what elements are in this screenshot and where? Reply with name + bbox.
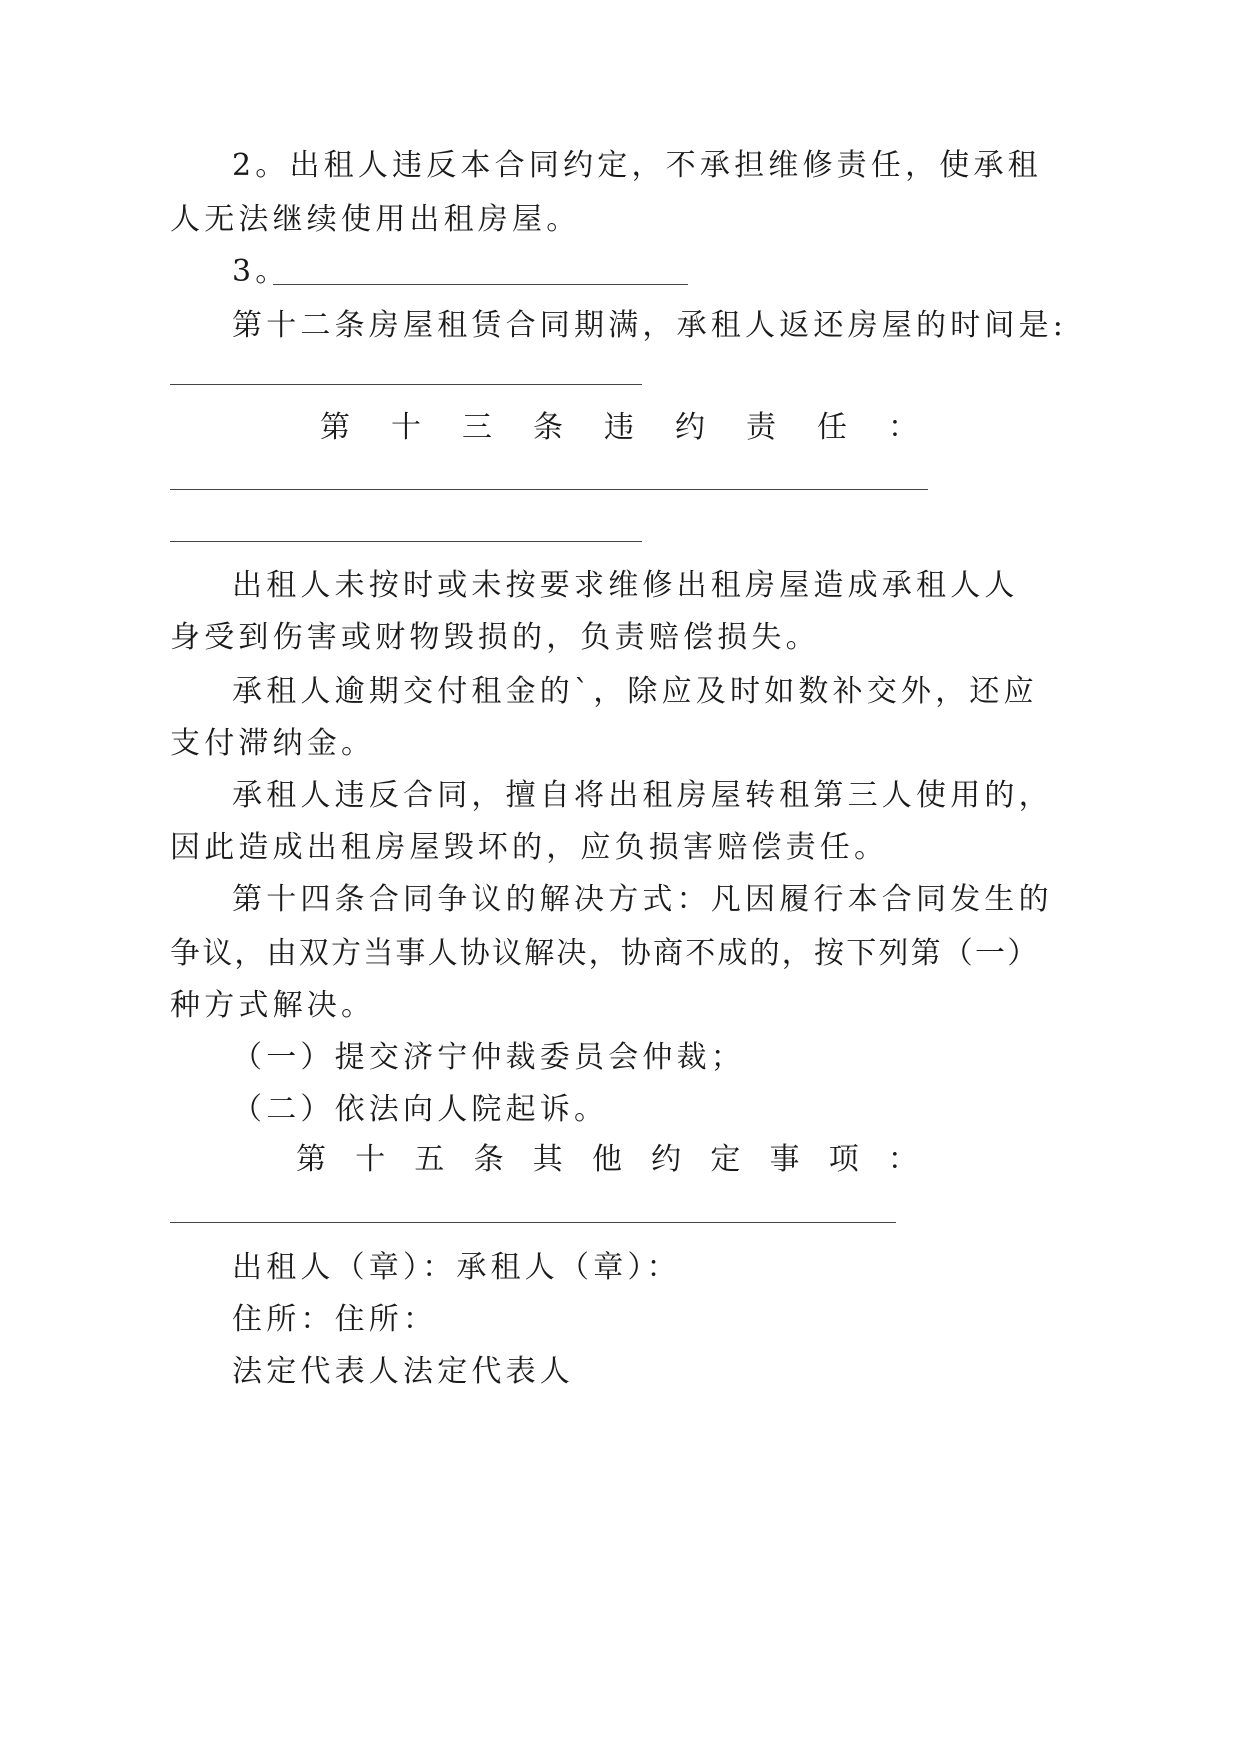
clause-15-heading-char: 五 [414,1142,445,1177]
clause-13-blank-line-2 [170,541,642,542]
clause-13-heading-char: 约 [675,410,705,445]
liability-1-line2: 身受到伤害或财物毁损的，负责赔偿损失。 [170,620,820,655]
liability-2-line1: 承租人逾期交付租金的`，除应及时如数补交外，还应 [232,674,1038,709]
clause-14-line1: 第十四条合同争议的解决方式：凡因履行本合同发生的 [232,882,1053,917]
clause-14-line3: 种方式解决。 [170,988,376,1023]
clause-15-heading-char: 条 [473,1142,504,1177]
clause-13-heading-char: ： [888,410,918,445]
clause-15-heading-char: ： [887,1142,918,1177]
clause-15-heading-char: 项 [828,1142,859,1177]
clause-13-heading-char: 十 [391,410,421,445]
clause-14-line2: 争议，由双方当事人协议解决，协商不成的，按下列第（一） [170,936,1040,971]
clause-15-heading-char: 十 [355,1142,386,1177]
clause-15-heading-char: 定 [710,1142,741,1177]
clause-15-heading-char: 他 [591,1142,622,1177]
clause-15-heading-char: 约 [651,1142,682,1177]
clause-13-blank-line-1 [170,489,928,490]
clause-11-item3: 3。 [232,254,290,289]
signature-legal-rep: 法定代表人法定代表人 [232,1354,574,1389]
clause-15-heading-char: 第 [296,1142,326,1177]
clause-13-heading-char: 第 [320,410,350,445]
clause-12-blank-line [170,384,642,385]
clause-11-item2-line1: 2。出租人违反本合同约定，不承担维修责任，使承租 [232,148,1042,183]
clause-12-text: 第十二条房屋租赁合同期满，承租人返还房屋的时间是: [232,308,1068,343]
dispute-option-2: （二）依法向人院起诉。 [232,1092,609,1127]
liability-1-line1: 出租人未按时或未按要求维修出租房屋造成承租人人 [232,568,1019,603]
clause-15-blank-line [170,1222,896,1223]
signature-address: 住所：住所： [232,1302,438,1337]
clause-13-heading-char: 任 [817,410,847,445]
signature-parties: 出租人（章）：承租人（章）： [232,1250,681,1285]
item3-blank-line [273,284,688,285]
clause-15-heading-char: 事 [769,1142,800,1177]
clause-13-heading-char: 三 [462,410,492,445]
liability-3-line1: 承租人违反合同，擅自将出租房屋转租第三人使用的， [232,778,1053,813]
liability-3-line2: 因此造成出租房屋毁坏的，应负损害赔偿责任。 [170,830,889,865]
dispute-option-1: （一）提交济宁仲裁委员会仲裁； [232,1040,745,1075]
clause-15-heading [296,1140,918,1180]
clause-15-heading-char: 其 [532,1142,563,1177]
clause-13-heading-char: 条 [533,410,563,445]
liability-2-line2: 支付滞纳金。 [170,726,376,761]
clause-13-heading [320,408,918,448]
clause-11-item2-line2: 人无法继续使用出租房屋。 [170,202,581,237]
clause-13-heading-char: 违 [604,410,634,445]
clause-13-heading-char: 责 [746,410,776,445]
